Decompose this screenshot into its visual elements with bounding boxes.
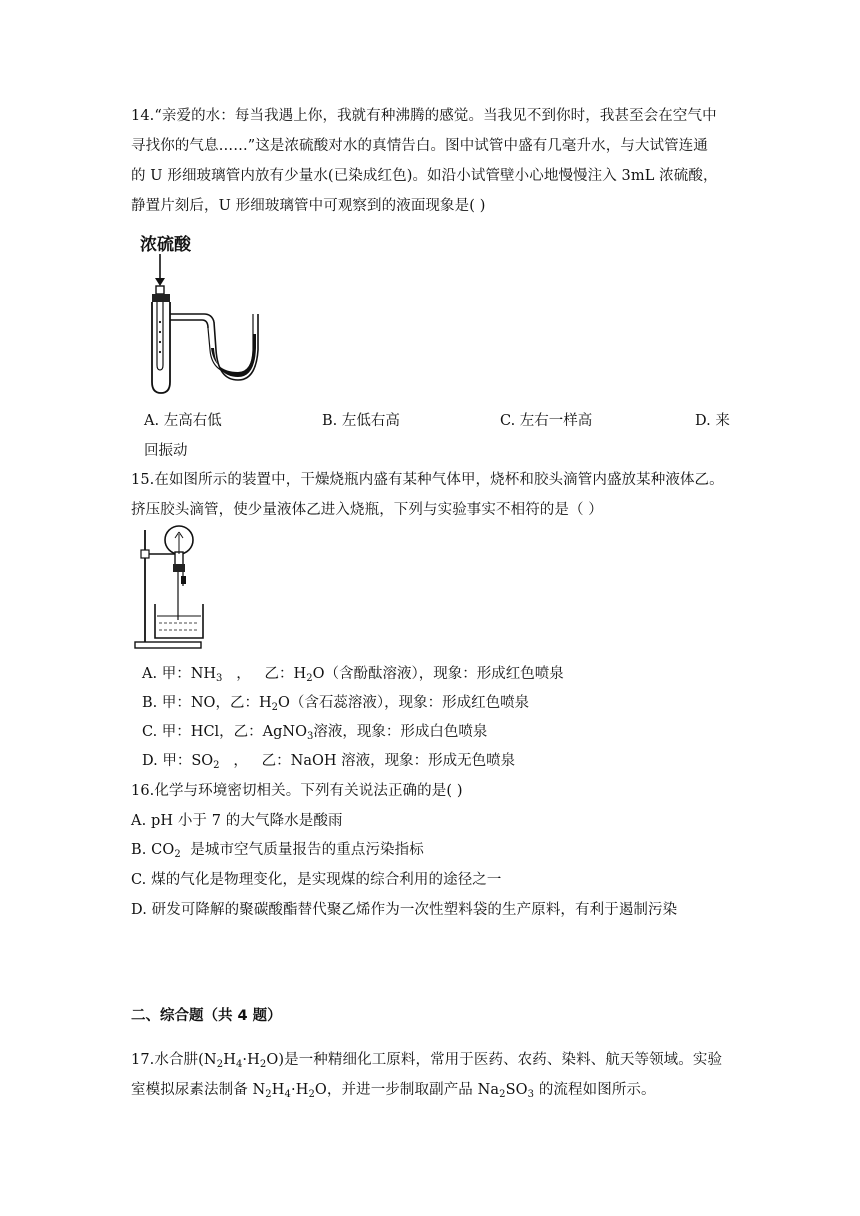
q14-line-4: 静置片刻后，U 形细玻璃管中可观察到的液面现象是( ) <box>131 198 486 214</box>
q17-line-1: 17.水合肼$(N_2H_4\cdot H_2O)$是一种精细化工原料，常用于医药、农药、染料、航天等领域。实验 <box>131 1052 723 1070</box>
q15-line-1: 15.在如图所示的装置中，干燥烧瓶内盛有某种气体甲，烧杯和胶头滴管内盛放某种液体乙。 <box>131 472 724 488</box>
q14-option-d: D. 来 <box>695 413 730 429</box>
q14-line-1: 14.“亲爱的水：每当我遇上你，我就有种沸腾的感觉。当我见不到你时，我甚至会在空气中 <box>131 108 717 124</box>
q14-figure <box>138 230 278 398</box>
u-tube-apparatus-diagram <box>138 230 278 398</box>
q15-option-d: D. 甲：$SO_2$ ， 乙：NaOH 溶液，现象：形成无色喷泉 <box>142 753 516 771</box>
section-heading: 二、综合题（共 4 题） <box>131 1008 282 1024</box>
q15-option-c: C. 甲：HCl，乙：AgNO$_3$溶液，现象：形成白色喷泉 <box>142 724 488 742</box>
q16-option-a: A. pH 小于 7 的大气降水是酸雨 <box>131 813 343 829</box>
q16-option-b: B. $CO_2$ 是城市空气质量报告的重点污染指标 <box>131 842 424 860</box>
q14-line-2: 寻找你的气息……”这是浓硫酸对水的真情告白。图中试管中盛有几毫升水，与大试管连通 <box>131 138 708 154</box>
q16-option-c: C. 煤的气化是物理变化，是实现煤的综合利用的途径之一 <box>131 872 502 888</box>
q15-line-2: 挤压胶头滴管，使少量液体乙进入烧瓶，下列与实验事实不相符的是（ ） <box>131 502 603 518</box>
q15-option-a: A. 甲：$NH_3$ ， 乙：$H_2O$（含酚酞溶液），现象：形成红色喷泉 <box>142 666 564 684</box>
q15-figure <box>131 520 211 650</box>
q14-option-d-cont: 回振动 <box>144 443 188 459</box>
q17-line-2: 室模拟尿素法制备 $N_2H_4\cdot H_2O$，并进一步制取副产品 $Na_2SO_3$ 的流程如图所示。 <box>131 1082 656 1100</box>
q16-stem: 16.化学与环境密切相关。下列有关说法正确的是( ) <box>131 783 463 799</box>
q14-option-b: B. 左低右高 <box>322 413 400 429</box>
q15-option-b: B. 甲：NO，乙：$H_2O$（含石蕊溶液），现象：形成红色喷泉 <box>142 695 530 713</box>
fountain-apparatus-diagram <box>131 520 211 650</box>
q14-option-a: A. 左高右低 <box>144 413 222 429</box>
q16-option-d: D. 研发可降解的聚碳酸酯替代聚乙烯作为一次性塑料袋的生产原料，有利于遏制污染 <box>131 902 678 918</box>
q14-figure-label: 浓硫酸 <box>140 235 191 255</box>
q14-option-c: C. 左右一样高 <box>500 413 593 429</box>
q14-line-3: 的 U 形细玻璃管内放有少量水(已染成红色)。如沿小试管壁小心地慢慢注入 3mL 浓硫酸， <box>131 168 718 184</box>
